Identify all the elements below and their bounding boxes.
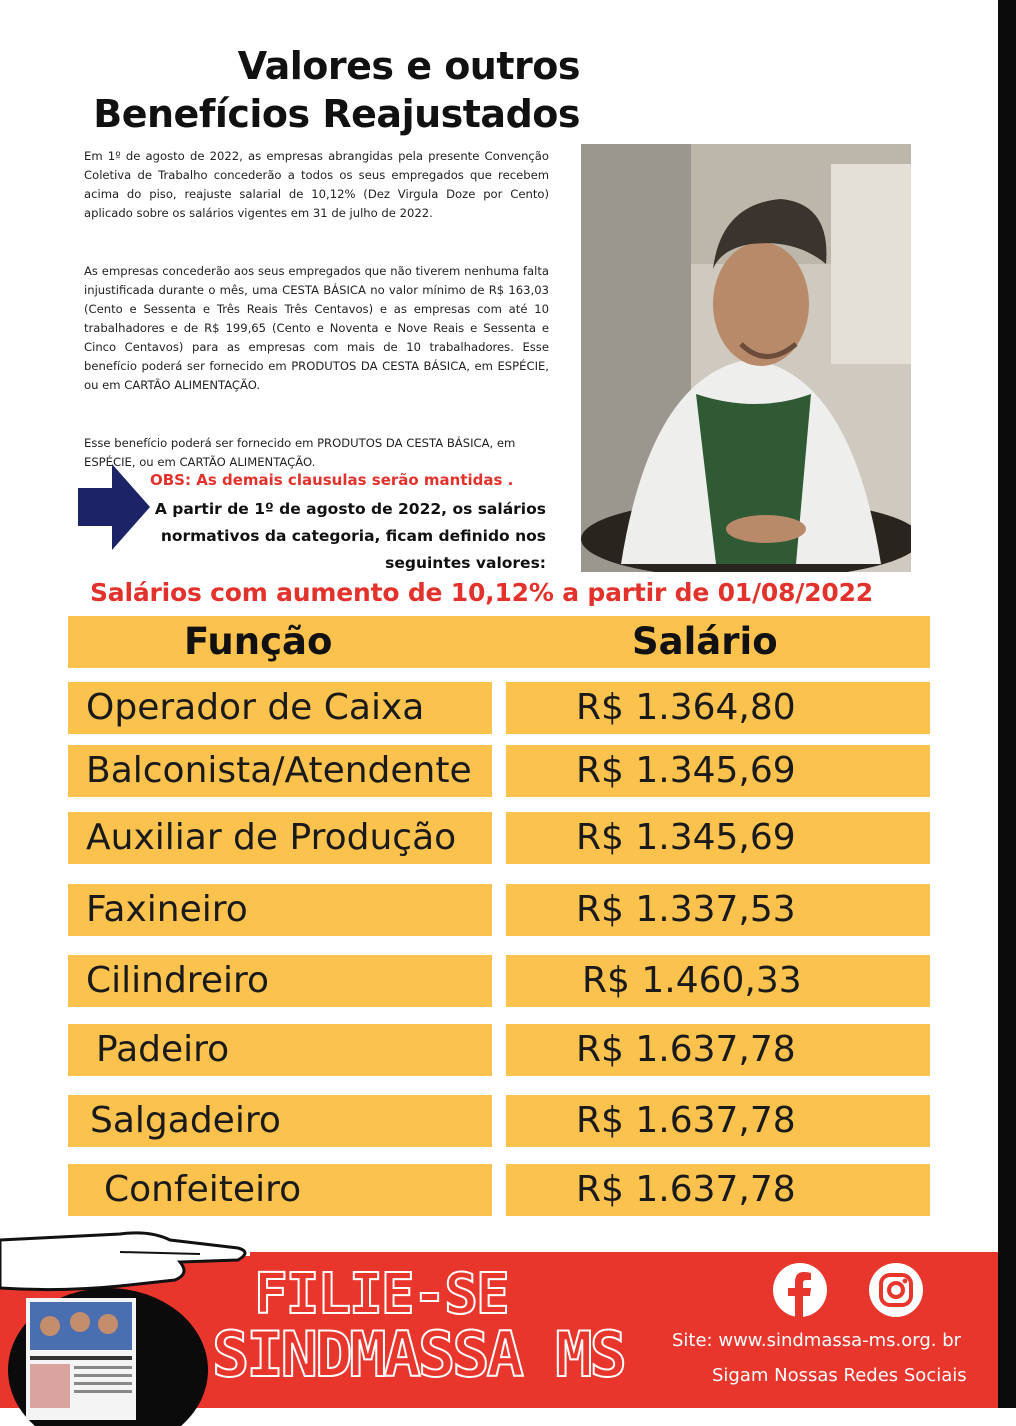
header-salario: Salário: [632, 620, 778, 663]
site-link[interactable]: Site: www.sindmassa-ms.org. br: [672, 1330, 962, 1351]
table-row-salario: R$ 1.637,78: [506, 1164, 930, 1216]
title-line-1: Valores e outros: [237, 44, 580, 88]
title-line-2: Benefícios Reajustados: [93, 92, 580, 136]
follow-text: Sigam Nossas Redes Sociais: [712, 1365, 967, 1386]
table-row-funcao: Balconista/Atendente: [68, 745, 492, 797]
instagram-icon[interactable]: [868, 1262, 924, 1318]
table-row-funcao: Salgadeiro: [68, 1095, 492, 1147]
table-row-salario: R$ 1.364,80: [506, 682, 930, 734]
table-row-funcao: Auxiliar de Produção: [68, 812, 492, 864]
salary-headline: Salários com aumento de 10,12% a partir de 01/08/2022: [90, 578, 874, 607]
table-row-funcao: Faxineiro: [68, 884, 492, 936]
table-row-funcao: Confeiteiro: [68, 1164, 492, 1216]
intro-text: A partir de 1º de agosto de 2022, os salários normativos da categoria, ficam definido nos seguintes valores:: [154, 500, 546, 572]
filie-se-heading: FILIE-SE: [254, 1262, 508, 1327]
table-row-funcao: Padeiro: [68, 1024, 492, 1076]
table-row-salario: R$ 1.337,53: [506, 884, 930, 936]
table-row-funcao: Cilindreiro: [68, 955, 492, 1007]
paragraph-beneficio: Esse benefício poderá ser fornecido em PRODUTOS DA CESTA BÁSICA, em ESPÉCIE, ou em CARTÃO ALIMENTAÇÃO.: [84, 436, 516, 469]
table-row-salario: R$ 1.637,78: [506, 1024, 930, 1076]
obs-note: OBS: As demais clausulas serão mantidas .: [150, 471, 514, 489]
table-row-salario: R$ 1.637,78: [506, 1095, 930, 1147]
baker-photo: [581, 144, 911, 572]
paragraph-cesta-basica: As empresas concederão aos seus empregados que não tiverem nenhuma falta injustificada durante o mês, uma CESTA BÁSICA no valor mínimo de R$ 163,03 (Cento e Sessenta e Três Reais Três Centavos) e as empresas com até 10 trabalhadores e de R$ 199,65 (Cento e Noventa e Nove Reais e Sessenta e Cinco Centavos) para as empresas com mais de 10 trabalhadores. Esse benefício poderá ser fornecido em PRODUTOS DA CESTA BÁSICA, em ESPÉCIE, ou em CARTÃO ALIMENTAÇÃO.: [84, 264, 549, 392]
page-title: [60, 42, 580, 138]
facebook-icon[interactable]: [772, 1262, 828, 1318]
table-row-funcao: Operador de Caixa: [68, 682, 492, 734]
sindmassa-heading: SINDMASSA MS: [212, 1318, 624, 1391]
header-funcao: Função: [184, 620, 333, 663]
page-edge: [998, 0, 1016, 1408]
table-row-salario: R$ 1.345,69: [506, 745, 930, 797]
paragraph-reajuste: Em 1º de agosto de 2022, as empresas abrangidas pela presente Convenção Coletiva de Trabalho concederão a todos os seus empregados que recebem acima do piso, reajuste salarial de 10,12% (Dez Virgula Doze por Cento) aplicado sobre os salários vigentes em 31 de julho de 2022.: [84, 149, 549, 220]
newspaper-thumbnail: [8, 1278, 208, 1426]
table-row-salario: R$ 1.460,33: [506, 955, 930, 1007]
table-row-salario: R$ 1.345,69: [506, 812, 930, 864]
